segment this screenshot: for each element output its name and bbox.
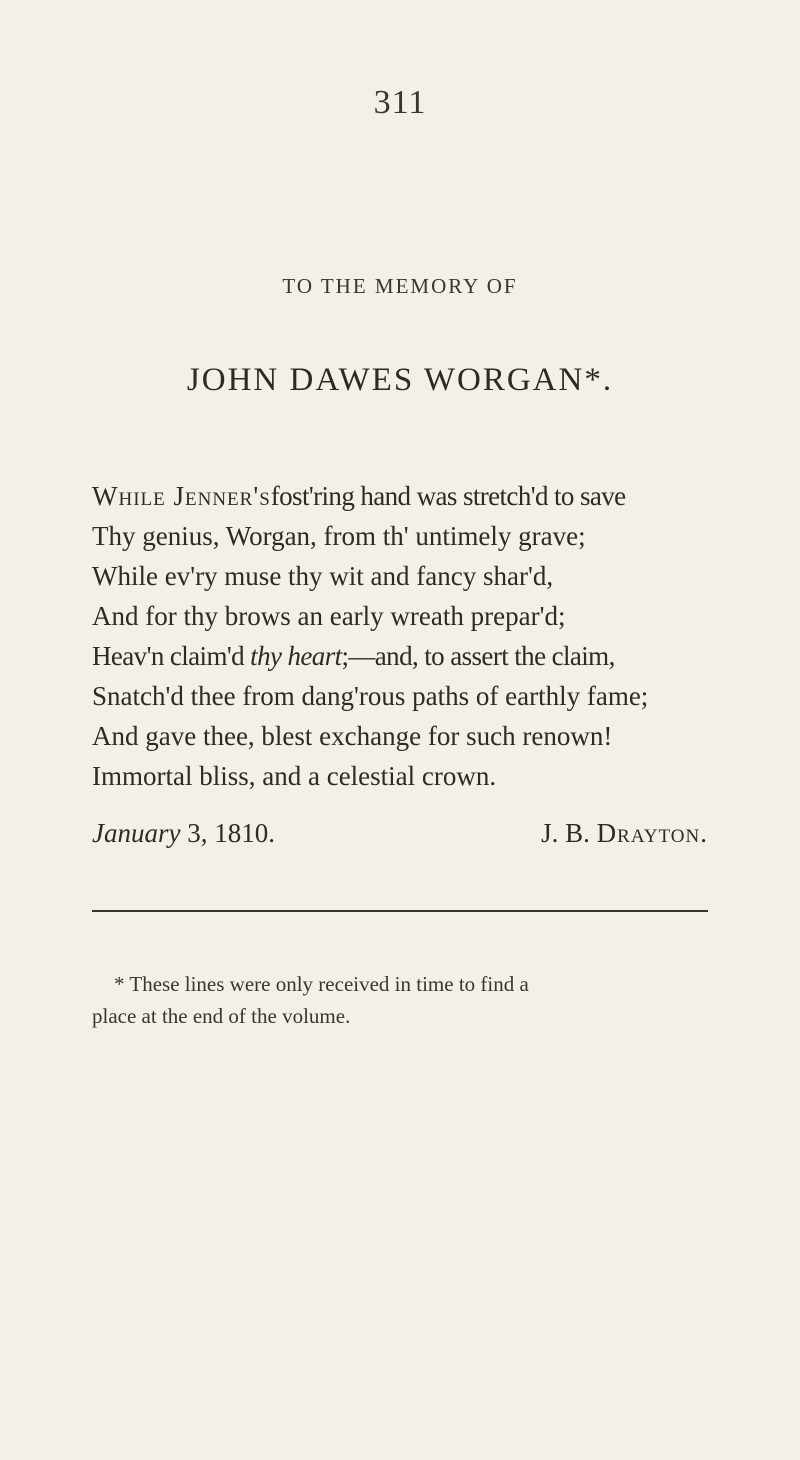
signoff-author-surname: Drayton.: [596, 818, 708, 848]
poem-line-2: Thy genius, Worgan, from th' untimely grave;: [92, 521, 586, 551]
poem-subject-title: JOHN DAWES WORGAN*.: [186, 362, 614, 398]
footnote: [92, 968, 712, 1032]
signoff-date: [92, 818, 275, 849]
poem-line-6: Snatch'd thee from dang'rous paths of earthly fame;: [92, 681, 649, 711]
footnote-line-2: place at the end of the volume.: [92, 1004, 351, 1028]
signoff: [92, 818, 708, 849]
dedication-heading: TO THE MEMORY OF: [282, 274, 518, 298]
poem-line-7: And gave thee, blest exchange for such renown!: [92, 721, 613, 751]
poem-line-5-end: ;—and, to assert the claim,: [341, 641, 615, 671]
signoff-author-initials: J. B.: [541, 818, 597, 848]
poem-line-1-rest: fost'ring hand was stretch'd to save: [270, 481, 626, 511]
poem-line-1: [92, 476, 732, 516]
poem-line-8: Immortal bliss, and a celestial crown.: [92, 761, 497, 791]
page-number: 311: [373, 84, 427, 121]
footnote-line-1: * These lines were only received in time to find a: [114, 972, 529, 996]
signoff-date-month: January: [92, 818, 181, 848]
poem-body: [92, 476, 732, 796]
poem-line-5-start: Heav'n claim'd: [92, 641, 251, 671]
poem-line-5-italic: thy heart: [250, 641, 342, 671]
poem-line-4: And for thy brows an early wreath prepar'd;: [92, 601, 566, 631]
signoff-author: [541, 818, 708, 849]
footnote-divider: [92, 910, 708, 912]
poem-line-5: [92, 636, 732, 676]
poem-line-1-smallcaps: While Jenner's: [92, 481, 271, 511]
signoff-date-rest: 3, 1810.: [180, 818, 275, 848]
poem-line-3: While ev'ry muse thy wit and fancy shar'd,: [92, 561, 554, 591]
